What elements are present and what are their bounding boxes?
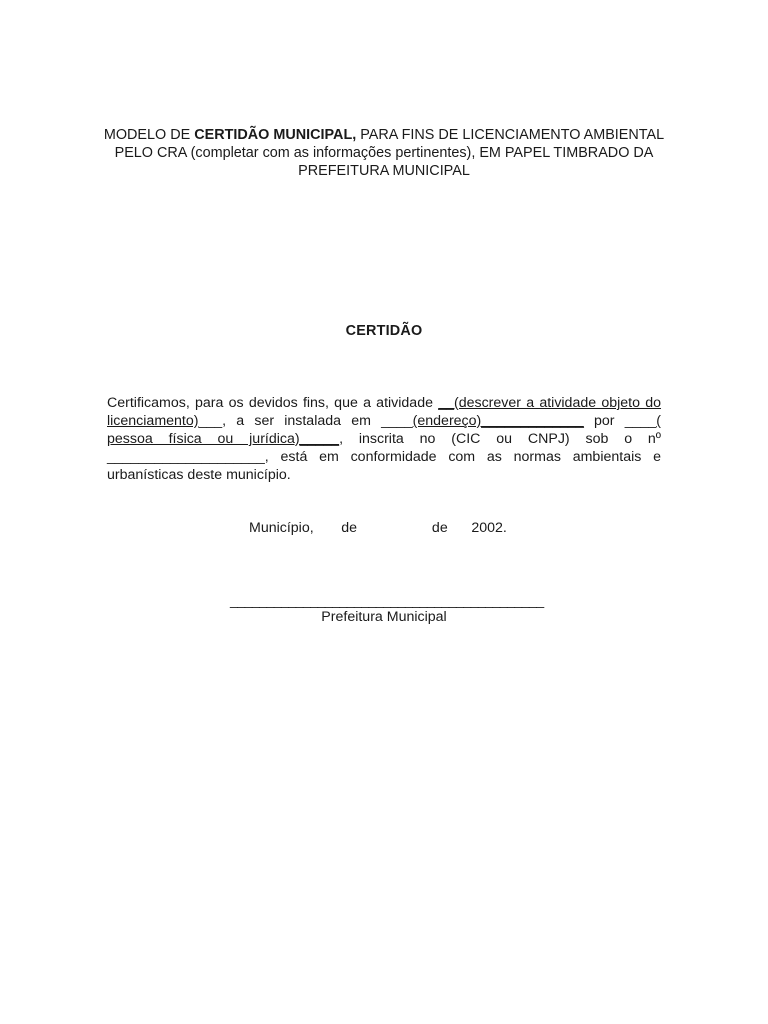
heading-text-end: PARA FINS DE LICENCIAMENTO AMBIENTAL PELO CRA (completar com as informações pertinentes), EM PAPEL TIMBRADO DA PREFEITURA MUNICIPAL	[114, 127, 665, 179]
signature-line: ___________________________________________	[230, 593, 544, 609]
document-title: CERTIDÃO	[345, 323, 423, 339]
body-text-4: , inscrita no (CIC ou CNPJ) sob o nº ____________________, está em conformidade com as normas ambientais e urbanísticas deste município.	[107, 431, 661, 483]
person-type-placeholder: ( pessoa física ou jurídica)_____	[107, 413, 662, 447]
heading-bold-text: CERTIDÃO MUNICIPAL,	[194, 127, 357, 143]
certificate-body	[107, 394, 661, 484]
signature-label: Prefeitura Municipal	[321, 609, 447, 625]
date-line: Município, de de 2002.	[249, 520, 507, 536]
activity-placeholder: __(descrever a atividade objeto do licenciamento)	[107, 395, 662, 429]
address-placeholder: (endereço)_____________	[412, 413, 584, 429]
document-heading	[100, 126, 668, 180]
heading-text-start: MODELO DE	[103, 127, 195, 143]
body-text-1: Certificamos, para os devidos fins, que a atividade	[107, 395, 439, 411]
body-text-3: por ____	[583, 413, 657, 429]
body-text-2: ___, a ser instalada em ____	[198, 413, 413, 429]
